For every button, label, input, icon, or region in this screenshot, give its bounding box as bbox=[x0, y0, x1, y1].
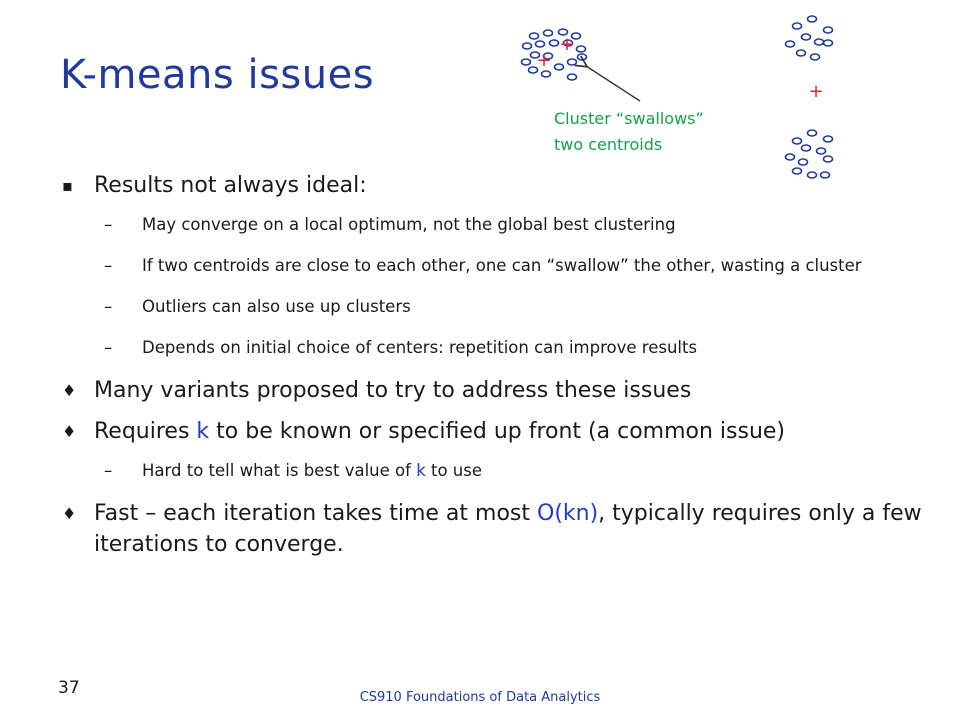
data-point bbox=[568, 59, 577, 65]
data-point bbox=[793, 23, 802, 29]
data-point bbox=[799, 159, 808, 165]
data-point bbox=[802, 34, 811, 40]
dash-icon: – bbox=[104, 297, 113, 316]
sub-bullet bbox=[60, 293, 940, 320]
data-point bbox=[522, 59, 531, 65]
dash-icon: – bbox=[104, 256, 113, 275]
centroid-markers bbox=[536, 34, 823, 102]
sub-bullet-text: Outliers can also use up clusters bbox=[142, 297, 411, 316]
data-point bbox=[786, 41, 795, 47]
data-point bbox=[815, 39, 824, 45]
annotation-line-1: Cluster “swallows” bbox=[554, 109, 704, 128]
data-point bbox=[530, 33, 539, 39]
sub-text-before: Hard to tell what is best value of bbox=[142, 461, 417, 480]
data-point bbox=[811, 54, 820, 60]
square-bullet-icon: ▪ bbox=[62, 176, 73, 195]
sub-bullet-text: May converge on a local optimum, not the global best clustering bbox=[142, 215, 676, 234]
sub-text-after: to use bbox=[425, 461, 483, 480]
centroid-plus-icon: + bbox=[559, 34, 575, 55]
data-point bbox=[550, 40, 559, 46]
dash-icon: – bbox=[104, 338, 113, 357]
data-point bbox=[555, 64, 564, 70]
data-point bbox=[577, 46, 586, 52]
data-point bbox=[523, 43, 532, 49]
bullet-text: Many variants proposed to try to address these issues bbox=[94, 378, 692, 403]
bullet-requires-k bbox=[60, 416, 940, 447]
bullet-text-before: Fast – each iteration takes time at most bbox=[94, 501, 537, 526]
dash-icon: – bbox=[104, 461, 113, 480]
centroid-plus-icon: + bbox=[808, 81, 824, 102]
data-point bbox=[536, 41, 545, 47]
page-number: 37 bbox=[58, 678, 80, 698]
bullet-results bbox=[60, 170, 940, 201]
sub-bullet bbox=[60, 457, 940, 484]
data-point bbox=[808, 16, 817, 22]
diamond-bullet-icon: ♦ bbox=[62, 504, 77, 523]
sub-bullet-text: If two centroids are close to each other, one can “swallow” the other, wasting a cluster bbox=[142, 256, 862, 275]
data-point bbox=[786, 154, 795, 160]
data-point bbox=[824, 156, 833, 162]
annotation-arrow bbox=[586, 66, 640, 101]
bullet-fast bbox=[60, 498, 940, 560]
sub-bullet bbox=[60, 211, 940, 238]
data-point bbox=[793, 138, 802, 144]
diamond-bullet-icon: ♦ bbox=[62, 422, 77, 441]
footer-text: CS910 Foundations of Data Analytics bbox=[359, 690, 601, 705]
k-highlight: k bbox=[416, 461, 426, 480]
data-point bbox=[808, 130, 817, 136]
bullet-text-after: , typically requires only a few iterations to converge. bbox=[94, 501, 922, 557]
bullet-text: Results not always ideal: bbox=[94, 173, 367, 198]
annotation-line-2: two centroids bbox=[554, 135, 663, 154]
data-point bbox=[817, 148, 826, 154]
complexity-highlight: O(kn) bbox=[537, 501, 599, 526]
dash-icon: – bbox=[104, 215, 113, 234]
data-point bbox=[578, 54, 587, 60]
diamond-bullet-icon: ♦ bbox=[62, 381, 77, 400]
sub-bullet-text: Depends on initial choice of centers: repetition can improve results bbox=[142, 338, 698, 357]
sub-bullet bbox=[60, 252, 940, 279]
bullet-variants bbox=[60, 375, 940, 406]
data-point bbox=[568, 74, 577, 80]
annotation-text bbox=[554, 106, 704, 158]
data-point bbox=[824, 136, 833, 142]
centroid-plus-icon: + bbox=[536, 50, 552, 71]
data-point bbox=[797, 50, 806, 56]
bullet-text-after: to be known or specified up front (a common issue) bbox=[209, 419, 786, 444]
data-point bbox=[802, 145, 811, 151]
sub-bullet bbox=[60, 334, 940, 361]
k-highlight: k bbox=[196, 419, 210, 444]
data-point bbox=[824, 40, 833, 46]
data-point bbox=[542, 71, 551, 77]
data-point bbox=[544, 30, 553, 36]
data-point bbox=[824, 27, 833, 33]
bullet-text-before: Requires bbox=[94, 419, 197, 444]
slide-title: K-means issues bbox=[60, 52, 375, 98]
slide-content bbox=[60, 170, 940, 570]
